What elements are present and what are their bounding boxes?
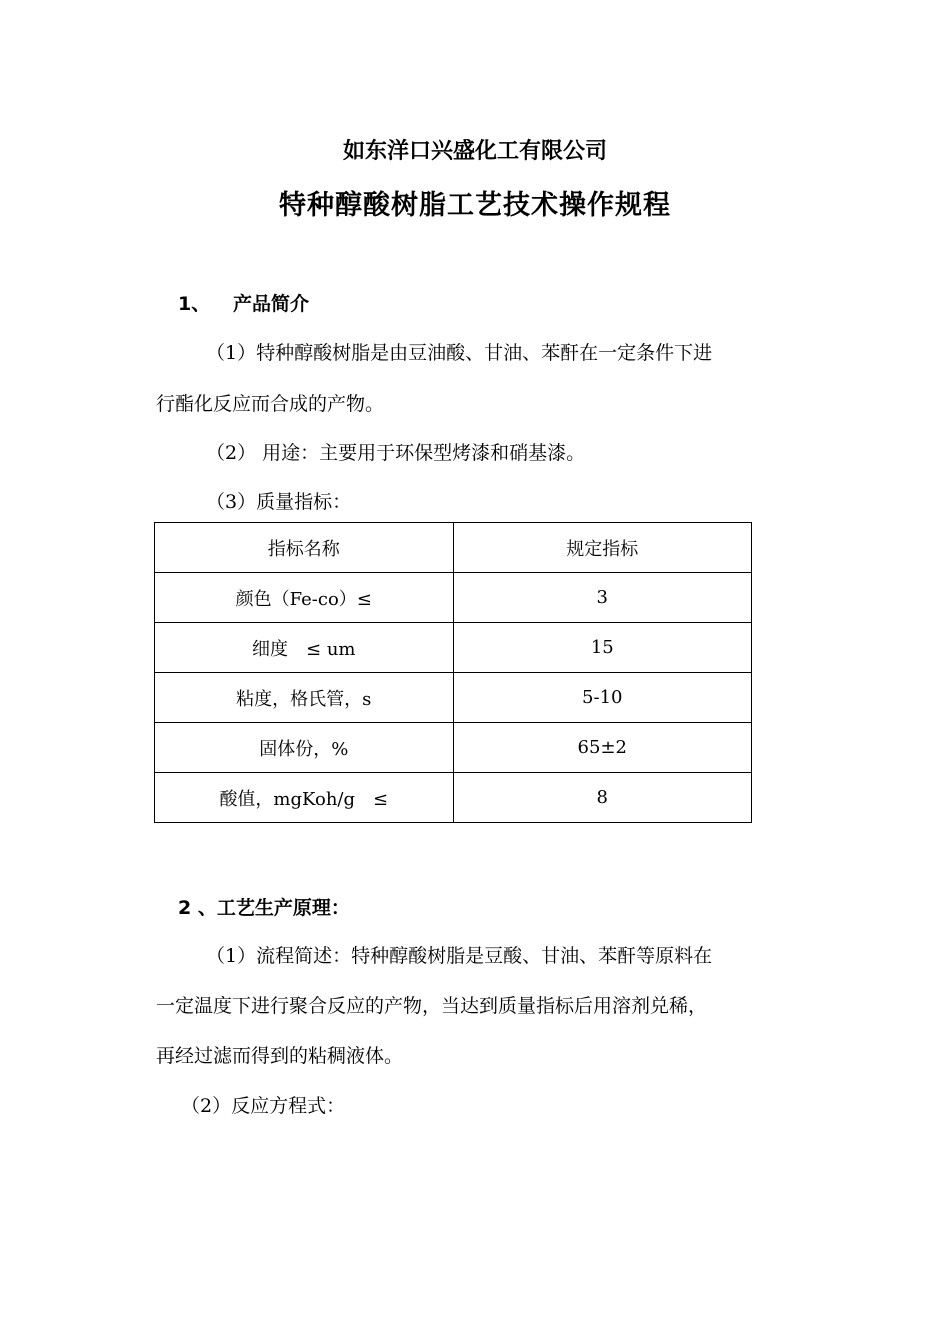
table-row (155, 573, 752, 623)
table-cell: 5-10 (453, 673, 751, 723)
table-header-cell: 规定指标 (453, 523, 751, 573)
section2-para1-line1: （1）流程简述：特种醇酸树脂是豆酸、甘油、苯酐等原料在 (206, 945, 713, 967)
table-row (155, 673, 752, 723)
section2-para1-line2: 一定温度下进行聚合反应的产物，当达到质量指标后用溶剂兑稀， (156, 995, 708, 1017)
section1-para2: （2） 用途：主要用于环保型烤漆和硝基漆。 (206, 442, 586, 464)
table-cell: 粘度，格氏管，s (155, 673, 454, 723)
table-row (155, 723, 752, 773)
section1-heading: 产品简介 (233, 293, 310, 315)
table-cell: 颜色（Fe-co）≤ (155, 573, 454, 623)
section2-para2: （2）反应方程式： (181, 1095, 346, 1117)
section1-para3: （3）质量指标： (206, 491, 352, 513)
table-header-cell: 指标名称 (155, 523, 454, 573)
table-header-row (155, 523, 752, 573)
company-name: 如东洋口兴盛化工有限公司 (342, 139, 607, 164)
document-title: 特种醇酸树脂工艺技术操作规程 (279, 190, 671, 221)
section1-para1-line2: 行酯化反应而合成的产物。 (156, 393, 385, 415)
table-cell: 酸值，mgKoh/g ≤ (155, 773, 454, 823)
section2-heading: 2 、工艺生产原理： (178, 897, 350, 919)
table-cell: 细度 ≤ um (155, 623, 454, 673)
section1-number: 1、 (178, 293, 211, 315)
table-cell: 65±2 (453, 723, 751, 773)
section1-para1-line1: （1）特种醇酸树脂是由豆油酸、甘油、苯酐在一定条件下进 (206, 342, 713, 364)
table-cell: 3 (453, 573, 751, 623)
section2-para1-line3: 再经过滤而得到的粘稠液体。 (156, 1045, 404, 1067)
table-cell: 15 (453, 623, 751, 673)
quality-spec-table (154, 522, 752, 823)
table-cell: 8 (453, 773, 751, 823)
table-row (155, 773, 752, 823)
table-cell: 固体份，% (155, 723, 454, 773)
table-row (155, 623, 752, 673)
